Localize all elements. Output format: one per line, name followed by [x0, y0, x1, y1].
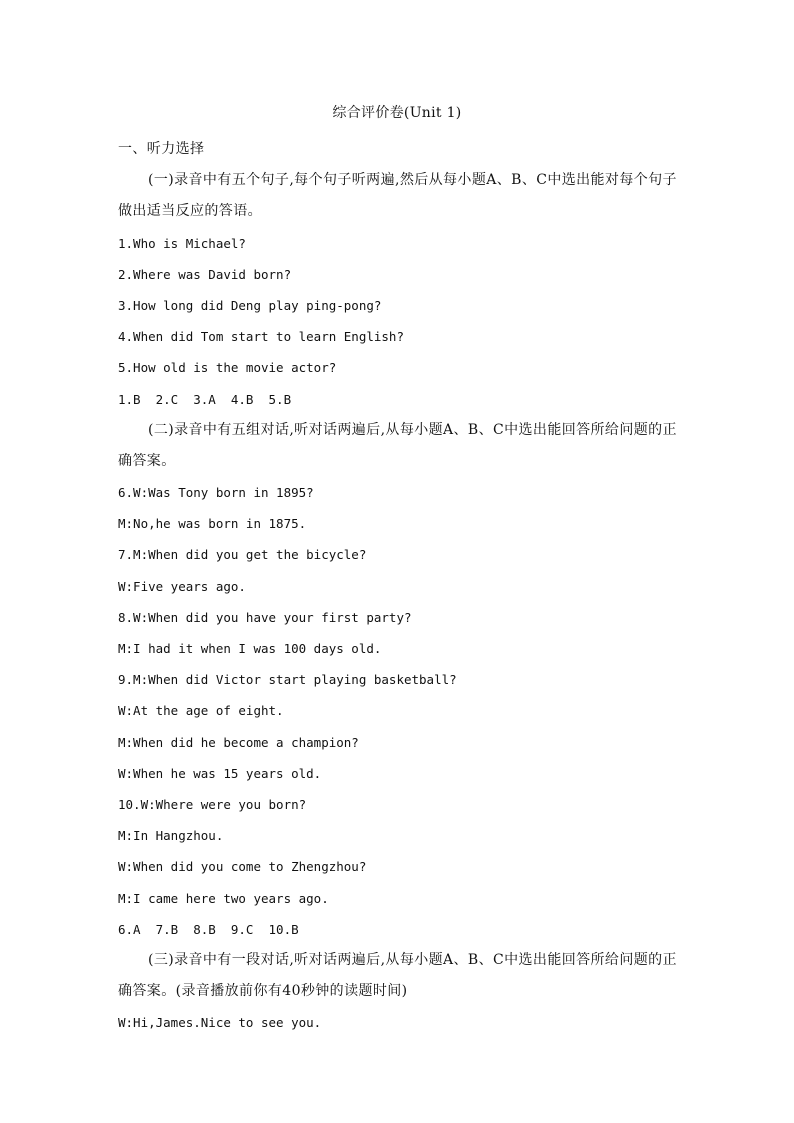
part3-instruction: (三)录音中有一段对话,听对话两遍后,从每小题A、B、C中选出能回答所给问题的正: [148, 951, 677, 968]
part1-instruction-cont: 做出适当反应的答语。: [118, 203, 262, 220]
question-line: 3.How long did Deng play ping-pong?: [118, 297, 382, 313]
answer-key: 6.A 7.B 8.B 9.C 10.B: [118, 921, 299, 937]
page-title: 综合评价卷(Unit 1): [332, 105, 462, 121]
dialogue-line: W:When did you come to Zhengzhou?: [118, 859, 367, 875]
dialogue-line: 8.W:When did you have your first party?: [118, 609, 412, 625]
part2-instruction-cont: 确答案。: [118, 452, 176, 469]
dialogue-line: 9.M:When did Victor start playing basketball?: [118, 672, 457, 688]
dialogue-line: M:When did he become a champion?: [118, 734, 359, 750]
question-line: 5.How old is the movie actor?: [118, 360, 337, 376]
dialogue-line: W:Five years ago.: [118, 578, 246, 594]
part1-instruction: (一)录音中有五个句子,每个句子听两遍,然后从每小题A、B、C中选出能对每个句子: [148, 172, 677, 189]
part2-instruction: (二)录音中有五组对话,听对话两遍后,从每小题A、B、C中选出能回答所给问题的正: [148, 421, 677, 438]
question-line: 4.When did Tom start to learn English?: [118, 329, 404, 345]
dialogue-line: M:In Hangzhou.: [118, 828, 224, 844]
dialogue-line: M:No,he was born in 1875.: [118, 516, 307, 532]
dialogue-line: 10.W:Where were you born?: [118, 796, 307, 812]
dialogue-line: M:I had it when I was 100 days old.: [118, 641, 382, 656]
dialogue-line: 6.W:Was Tony born in 1895?: [118, 485, 314, 501]
answer-key: 1.B 2.C 3.A 4.B 5.B: [118, 391, 292, 407]
dialogue-line: W:Hi,James.Nice to see you.: [118, 1015, 322, 1031]
dialogue-line: 7.M:When did you get the bicycle?: [118, 547, 367, 563]
question-line: 2.Where was David born?: [118, 266, 292, 282]
section-heading: 一、听力选择: [118, 141, 205, 157]
dialogue-line: M:I came here two years ago.: [118, 890, 329, 906]
document-body: [118, 134, 678, 1038]
part3-instruction-cont: 确答案。(录音播放前你有40秒钟的读题时间): [118, 983, 408, 1000]
dialogue-line: W:At the age of eight.: [118, 703, 284, 719]
dialogue-line: W:When he was 15 years old.: [118, 765, 322, 781]
question-line: 1.Who is Michael?: [118, 235, 246, 251]
